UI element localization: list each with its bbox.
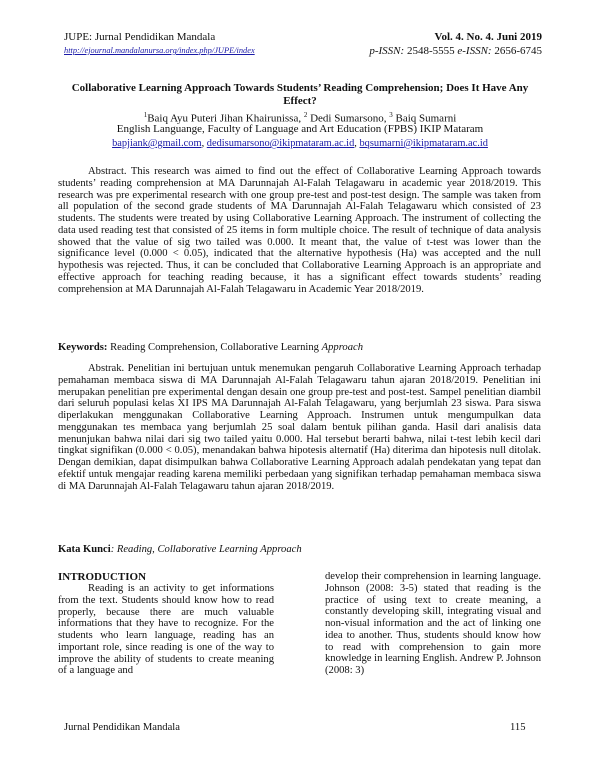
affiliation: English Languange, Faculty of Language and Art Education (FPBS) IKIP Mataram — [116, 123, 484, 135]
email-link-3[interactable]: bqsumarni@ikipmataram.ac.id — [359, 138, 488, 149]
keywords-english — [58, 342, 363, 354]
issue-info — [369, 30, 542, 58]
pissn-value: 2548-5555 — [406, 45, 455, 57]
kata-kunci-label: Kata Kunci — [58, 544, 111, 555]
kata-kunci-text: : Reading, Collaborative Learning Approach — [110, 544, 302, 555]
footer-journal: Jurnal Pendidikan Mandala — [64, 722, 180, 733]
eissn-value: 2656-6745 — [494, 45, 542, 57]
introduction-right-text: develop their comprehension in learning language. Johnson (2008: 3-5) stated that reading is the practice of using text to create meaning, a constantly developing skill, integrating visual and non-visual information and the act of linking one idea to another. Thus, students should know how to read with comprehension to gain more knowledge in learning English. Andrew P. Johnson (2008: 3) — [325, 571, 541, 676]
introduction-left-text: Reading is an activity to get informations from the text. Students should know how to read properly, because there are much valuable informations that they have to recognize. For the students who learn language, reading has an important role, since reading is one of the way to improve the ability of students to create meaning of a language and — [58, 583, 274, 677]
author-1-sup: 1 — [143, 111, 148, 119]
author-1: Baiq Ayu Puteri Jihan Khairunissa, — [147, 112, 304, 125]
keywords-text: Reading Comprehension, Collaborative Learning — [107, 342, 322, 353]
author-3: Baiq Sumarni — [392, 112, 457, 125]
author-2: Dedi Sumarsono, — [307, 112, 390, 125]
page-number: 115 — [510, 722, 526, 733]
paper-title: Collaborative Learning Approach Towards Students’ Reading Comprehension; Does It Have Any Effect? — [71, 82, 529, 107]
issn-info — [369, 44, 542, 58]
email-link-2[interactable]: dedisumarsono@ikipmataram.ac.id — [206, 138, 355, 149]
email-list: bapjiank@gmail.com, dedisumarsono@ikipmataram.ac.id, bqsumarni@ikipmataram.ac.id — [112, 138, 488, 149]
journal-name: JUPE: Jurnal Pendidikan Mandala — [64, 31, 216, 43]
eissn-label: e-ISSN: — [457, 45, 492, 57]
keywords-italic: Approach — [321, 342, 364, 353]
author-2-sup: 2 — [303, 111, 308, 119]
journal-url-link[interactable]: http://ejournal.mandalanursa.org/index.php/JUPE/index — [64, 46, 255, 55]
email-link-1[interactable]: bapjiank@gmail.com — [112, 138, 202, 149]
volume-info: Vol. 4. No. 4. Juni 2019 — [434, 31, 542, 43]
keywords-label: Keywords: — [58, 342, 108, 353]
introduction-heading: INTRODUCTION — [58, 571, 147, 583]
author-3-sup: 3 — [389, 111, 393, 119]
pissn-label: p-ISSN: — [369, 45, 405, 57]
journal-header — [64, 30, 255, 58]
abstract-indonesian: Abstrak. Penelitian ini bertujuan untuk menemukan pengaruh Collaborative Learning Approach terhadap pemahaman membaca siswa di MA Darunnajah Al-Falah Telagawaru tahun ajaran 2018/2019. Penelitian ini merupakan penelitian pre experimental dengan desain one group pre-test and post-test. Sampel penelitian diambil dari seluruh populasi kelas XI IPS MA Darunnajah Al-Falah Telagawaru, yang berjumlah 23 siswa. Para siswa diperlakukan menggunakan Collaborative Learning Approach. Instrumen untuk mengumpulkan data menggunakan tes membaca yang berjumlah 25 soal dalam bentuk pilihan ganda. Hasil dari analisis data menunjukan bahwa nilai dari sig two tailed yaitu 0.000. Hal tersebut berarti bahwa, nilai t-test lebih kecil dari tingkat signifikan (0.000 < 0.05), menandakan bahwa hipotesis alternatif (Ha) diterima dan hipotesis null ditolak. Dengan demikian, dapat disimpulkan bahwa Collaborative Learning Approach adalah pendekatan yang tepat dan efektif untuk mengajar reading karena memiliki perbedaan yang signifikan terhadap pemahaman membaca siswa di MA Darunnajah Al-Falah Telagawaru tahun ajaran 2018/2019. — [58, 363, 541, 492]
keywords-indonesian — [58, 544, 302, 556]
left-column — [58, 571, 274, 677]
abstract-english: Abstract. This research was aimed to find out the effect of Collaborative Learning Approach towards students’ reading comprehension at MA Darunnajah Al-Falah Telagawaru in academic year 2018/2019. This research was pre experimental research with one group pre-test and post-test design. The sample was taken from all population of the second grade students of MA Darunnajah Al-Falah Telagawaru which consisted of 23 students. The students were treated by using Collaborative Learning Approach. The instrument of collecting the data used reading test that consisted of 25 items in form multiple choice. The result of technique of data analysis showed that the value of sig two tailed was 0.000. It meant that, the value of t-test was lower than the significance level (0.000 < 0.05), indicated that the alternative hypothesis (Ha) was accepted and the null hypothesis was rejected. Thus, it can be concluded that Collaborative Learning Approach is an appropriate and effective approach for teaching reading because, it has a significant effect towards students’ reading comprehension at MA Darunnajah Al-Falah Telagawaru in Academic Year 2018/2019. — [58, 166, 541, 295]
right-column — [325, 571, 541, 677]
